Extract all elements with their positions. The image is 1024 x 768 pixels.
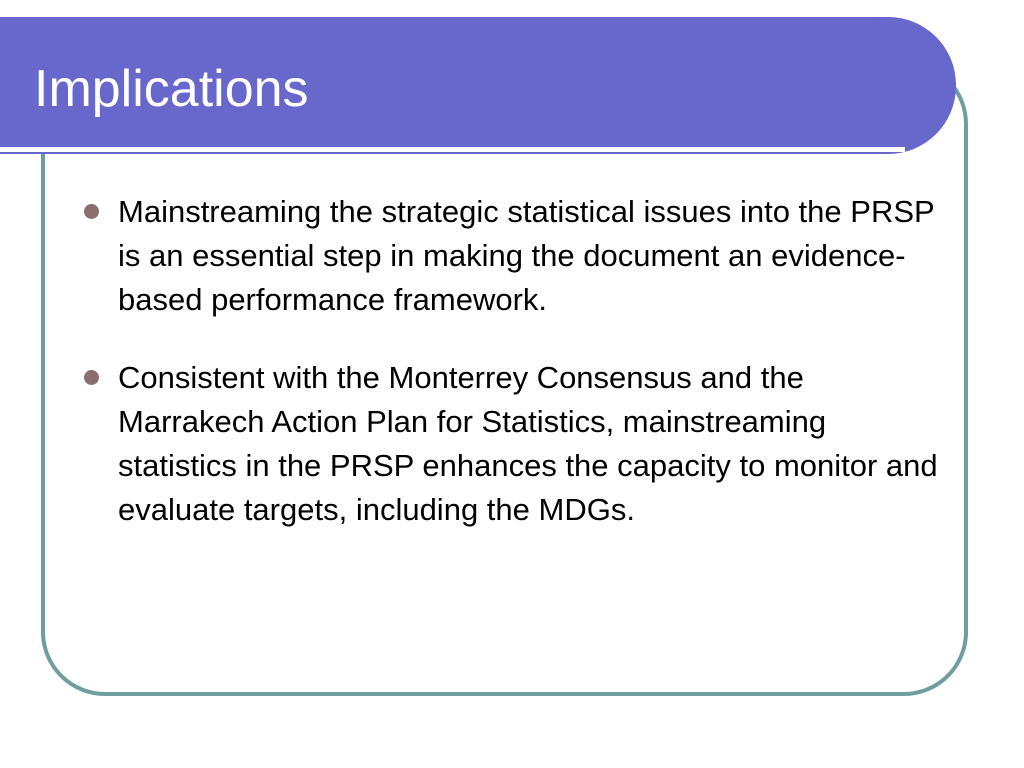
bullet-item [80,190,950,322]
bullet-list [80,190,950,566]
bullet-dot-icon [84,204,99,219]
bullet-dot-icon [84,370,99,385]
title-underline [0,147,905,152]
slide-title: Implications [34,60,309,118]
bullet-text: Consistent with the Monterrey Consensus and the Marrakech Action Plan for Statistics, mainstreaming statistics in the PRSP enhances the capacity to monitor and evaluate targets, including the MDGs. [118,360,938,527]
bullet-item [80,356,950,532]
title-banner [0,17,956,154]
bullet-text: Mainstreaming the strategic statistical issues into the PRSP is an essential step in making the document an evidence-based performance framework. [118,194,935,317]
